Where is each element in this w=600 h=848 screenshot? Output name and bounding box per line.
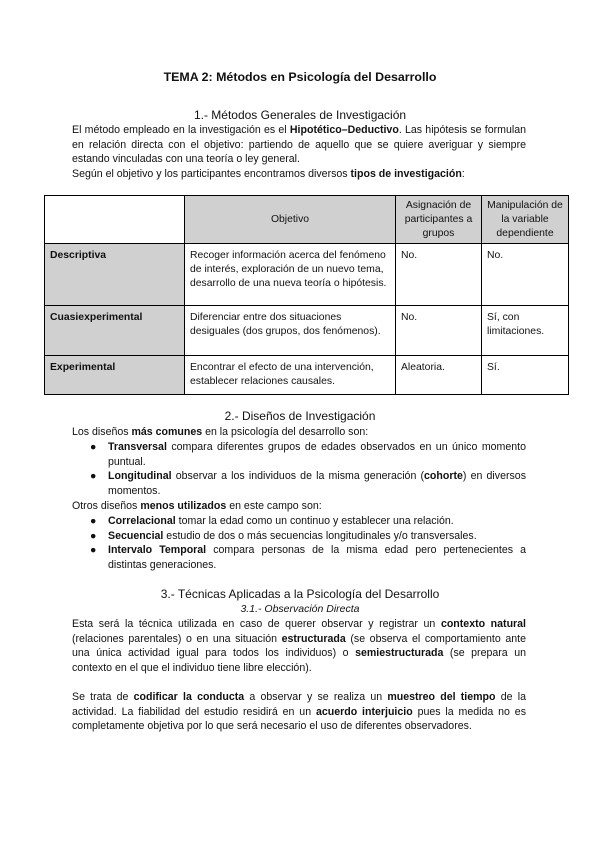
- bullet-icon: ●: [90, 515, 97, 527]
- row-manipulacion: No.: [482, 244, 569, 306]
- section-3-paragraph-2: Se trata de codificar la conducta a observar y se realiza un muestreo del tiempo de la actividad. La fiabilidad del estudio residirá en un acuerdo interjuicio pues la medida no es completamente objetiva por lo que será necesario el uso de diferentes observadores.: [72, 691, 526, 733]
- section-1-paragraph-2: Según el objetivo y los participantes encontramos diversos tipos de investigación:: [72, 168, 465, 180]
- list-item: ● Correlacional tomar la edad como un continuo y establecer una relación.: [90, 515, 454, 527]
- common-designs-list: [90, 440, 526, 498]
- list-item: ● Secuencial estudio de dos o más secuencias longitudinales y/o transversales.: [90, 529, 477, 542]
- bullet-icon: ●: [90, 441, 97, 453]
- section-2-heading: 2.- Diseños de Investigación: [224, 409, 376, 423]
- bullet-icon: ●: [90, 529, 97, 542]
- row-manipulacion: Sí.: [482, 356, 569, 395]
- table-header-asignacion: Asignación de participantes a grupos: [396, 196, 482, 244]
- list-item: ● Transversal compara diferentes grupos de edades observados en un único momento puntual.: [90, 441, 526, 468]
- table-header-manipulacion: Manipulación de la variable dependiente: [482, 196, 569, 244]
- table-header-row: [45, 196, 569, 244]
- bullet-icon: ●: [90, 544, 97, 557]
- section-1-heading: 1.- Métodos Generales de Investigación: [193, 108, 407, 122]
- row-type: Descriptiva: [45, 244, 185, 306]
- row-asignacion: No.: [396, 244, 482, 306]
- table-header-objetivo: Objetivo: [185, 196, 396, 244]
- list-item: ● Longitudinal observar a los individuos de la misma generación (cohorte) en diversos momentos.: [90, 470, 526, 497]
- bullet-icon: ●: [90, 470, 97, 483]
- section-2-intro-1: Los diseños más comunes en la psicología del desarrollo son:: [72, 426, 369, 438]
- research-types-table: [44, 195, 569, 395]
- section-1-paragraph-1: El método empleado en la investigación es el Hipotético–Deductivo. Las hipótesis se formulan en relación directa con el objetivo: partiendo de aquello que se quiere averiguar y siempre estando vinculadas con una teoría o ley general.: [72, 124, 527, 166]
- row-asignacion: Aleatoria.: [396, 356, 482, 395]
- row-asignacion: No.: [396, 306, 482, 356]
- row-objetivo: Diferenciar entre dos situaciones desiguales (dos grupos, dos fenómenos).: [185, 306, 396, 356]
- row-type: Experimental: [45, 356, 185, 395]
- section-2-intro-2: Otros diseños menos utilizados en este campo son:: [72, 500, 322, 512]
- less-used-designs-list: [90, 514, 526, 572]
- section-3-heading: 3.- Técnicas Aplicadas a la Psicología del Desarrollo: [160, 587, 440, 601]
- section-3-paragraph-1: Esta será la técnica utilizada en caso de querer observar y registrar un contexto natural (relaciones parentales) o en una situación estructurada (se observa el comportamiento ante una única actividad igual para todos los individuos) o semiestructurada (se prepara un contexto en el que el individuo tiene libre elección).: [72, 618, 526, 674]
- table-header-empty: [45, 196, 185, 244]
- table-row: [45, 244, 569, 306]
- row-objetivo: Recoger información acerca del fenómeno de interés, exploración de un nuevo tema, desarrollo de una nueva teoría o hipótesis.: [185, 244, 396, 306]
- table-row: [45, 306, 569, 356]
- row-manipulacion: Sí, con limitaciones.: [482, 306, 569, 356]
- row-objetivo: Encontrar el efecto de una intervención, establecer relaciones causales.: [185, 356, 396, 395]
- section-3-subheading: 3.1.- Observación Directa: [240, 603, 360, 615]
- page-title: TEMA 2: Métodos en Psicología del Desarrollo: [163, 70, 437, 84]
- row-type: Cuasiexperimental: [45, 306, 185, 356]
- list-item: ● Intervalo Temporal compara personas de la misma edad pero pertenecientes a distintas generaciones.: [90, 544, 526, 571]
- table-row: [45, 356, 569, 395]
